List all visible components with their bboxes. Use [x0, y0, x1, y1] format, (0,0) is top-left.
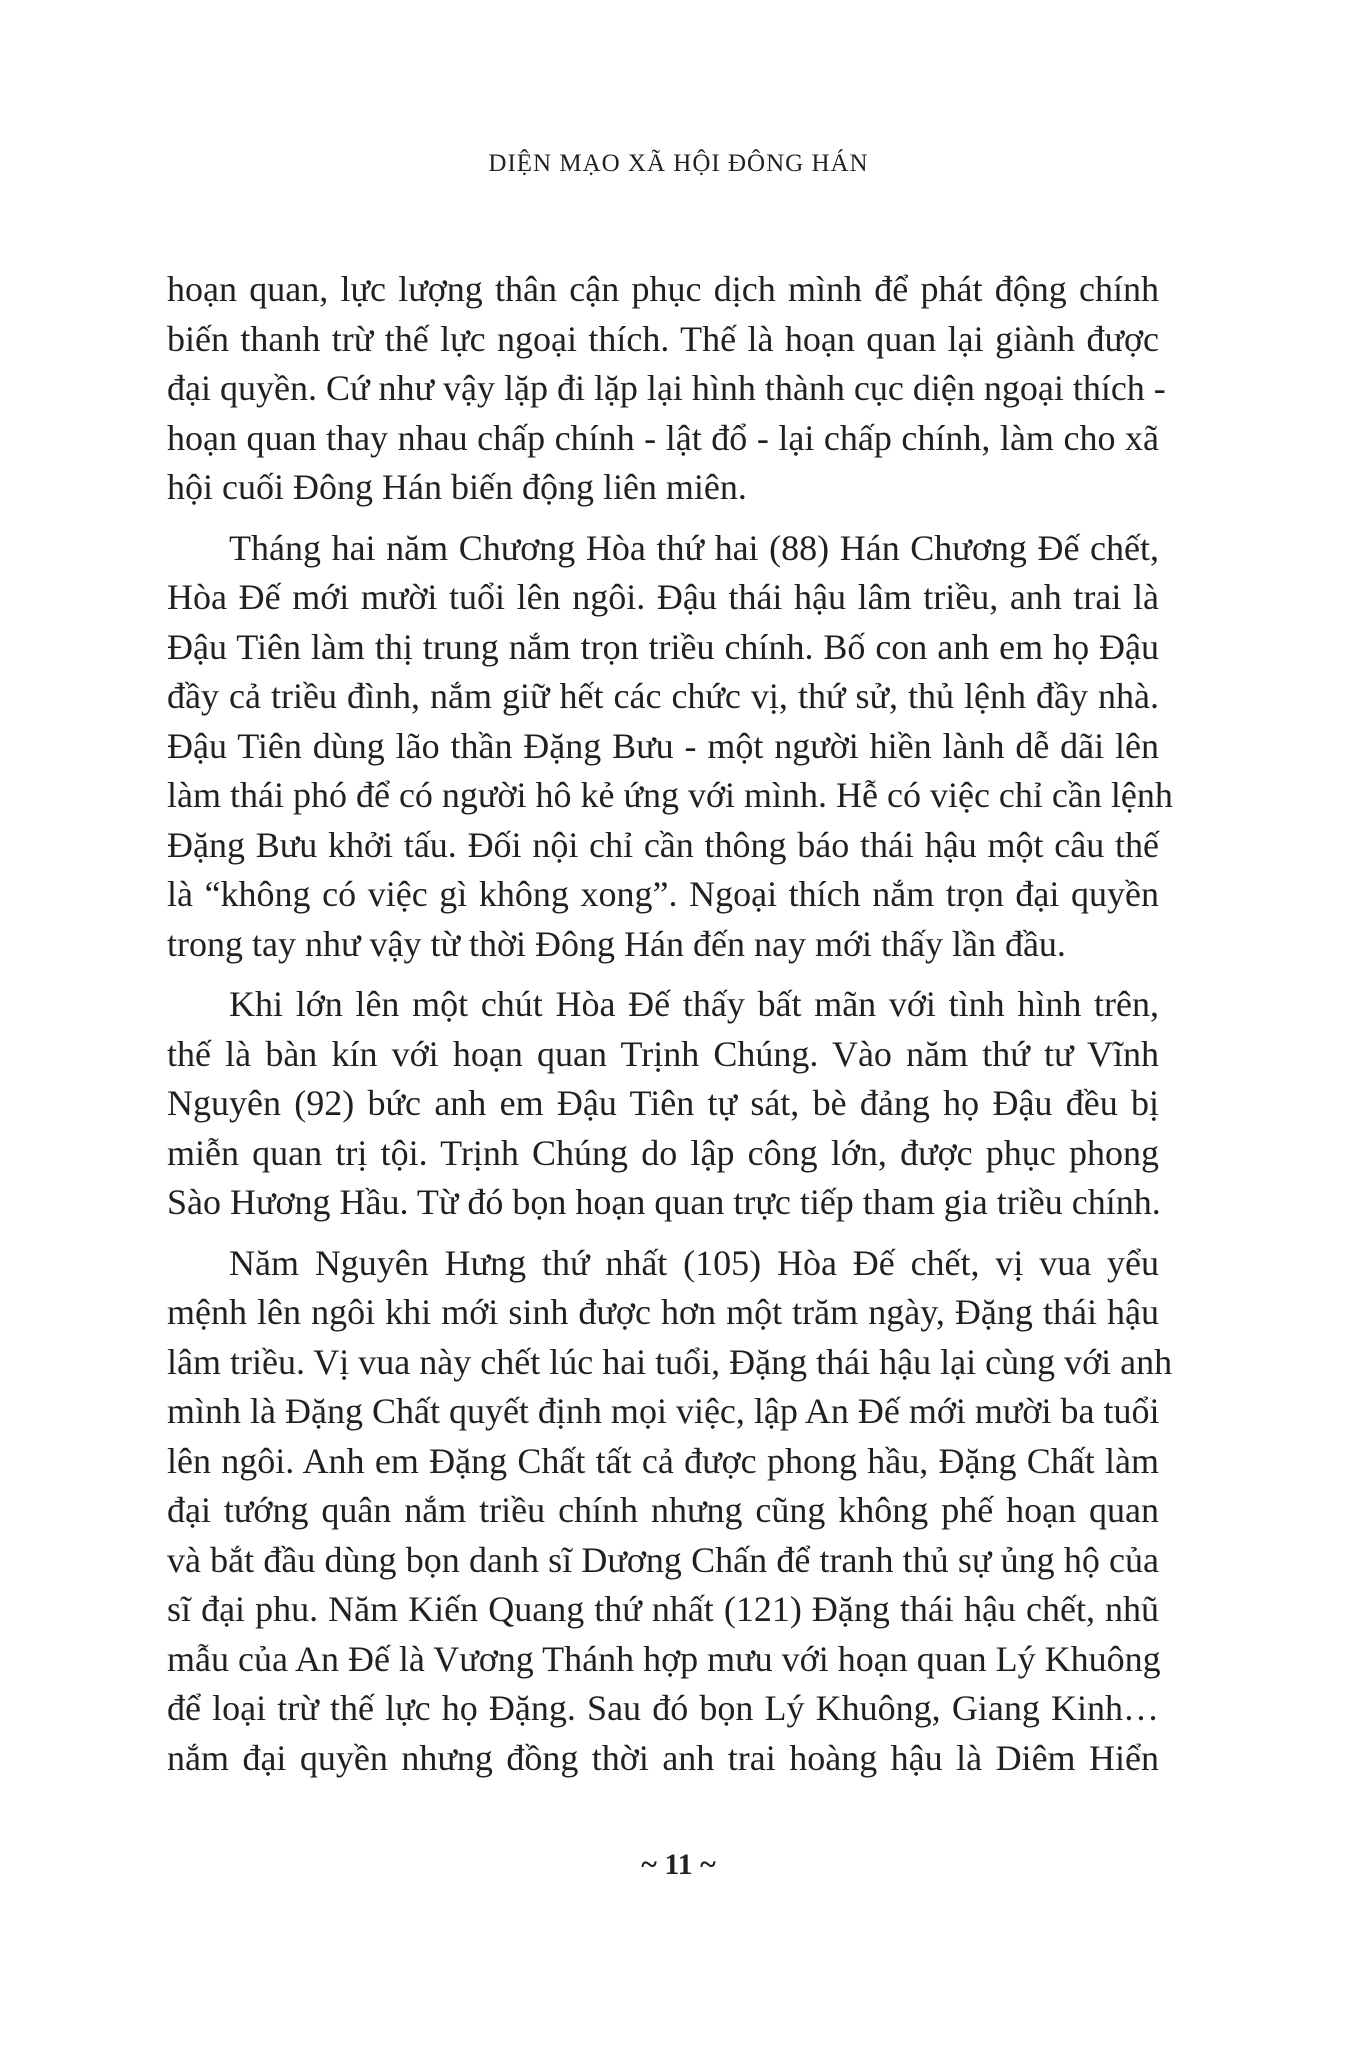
text-line: là “không có việc gì không xong”. Ngoại thích nắm trọn đại quyền [167, 874, 1159, 914]
text-line: Năm Nguyên Hưng thứ nhất (105) Hòa Đế chết, vị vua yểu [229, 1242, 1159, 1283]
text-line: và bắt đầu dùng bọn danh sĩ Dương Chấn để tranh thủ sự ủng hộ của [167, 1539, 1159, 1580]
text-line: Nguyên (92) bức anh em Đậu Tiên tự sát, bè đảng họ Đậu đều bị [167, 1083, 1159, 1123]
text-line: Khi lớn lên một chút Hòa Đế thấy bất mãn với tình hình trên, [229, 984, 1159, 1024]
running-header: DIỆN MẠO XÃ HỘI ĐÔNG HÁN [488, 150, 869, 177]
text-line: Sào Hương Hầu. Từ đó bọn hoạn quan trực tiếp tham gia triều chính. [167, 1182, 1161, 1222]
text-line: mẫu của An Đế là Vương Thánh hợp mưu với hoạn quan Lý Khuông [167, 1638, 1161, 1679]
text-line: làm thái phó để có người hô kẻ ứng với mình. Hễ có việc chỉ cần lệnh [167, 775, 1173, 815]
text-line: lâm triều. Vị vua này chết lúc hai tuổi, Đặng thái hậu lại cùng với anh [167, 1341, 1173, 1382]
text-line: Đậu Tiên dùng lão thần Đặng Bưu - một người hiền lành dễ dãi lên [167, 725, 1159, 766]
text-line: hoạn quan, lực lượng thân cận phục dịch mình để phát động chính [167, 269, 1159, 309]
paragraph [167, 524, 1173, 970]
paragraph [167, 1239, 1173, 1784]
text-line: hội cuối Đông Hán biến động liên miên. [167, 467, 747, 507]
text-line: Hòa Đế mới mười tuổi lên ngôi. Đậu thái hậu lâm triều, anh trai là [167, 577, 1159, 617]
text-line: mình là Đặng Chất quyết định mọi việc, lập An Đế mới mười ba tuổi [167, 1391, 1160, 1431]
text-line: để loại trừ thế lực họ Đặng. Sau đó bọn Lý Khuông, Giang Kinh… [167, 1688, 1159, 1728]
text-line: đại quyền. Cứ như vậy lặp đi lặp lại hình thành cục diện ngoại thích - [167, 368, 1166, 408]
text-line: Đặng Bưu khởi tấu. Đối nội chỉ cần thông báo thái hậu một câu thế [167, 824, 1159, 865]
text-line: đầy cả triều đình, nắm giữ hết các chức vị, thứ sử, thủ lệnh đầy nhà. [167, 676, 1159, 716]
body-text [167, 265, 1173, 1794]
text-line: biến thanh trừ thế lực ngoại thích. Thế là hoạn quan lại giành được [167, 318, 1159, 359]
page-number: ~ 11 ~ [641, 1848, 716, 1881]
paragraph [167, 265, 1166, 513]
text-line: sĩ đại phu. Năm Kiến Quang thứ nhất (121) Đặng thái hậu chết, nhũ [167, 1589, 1159, 1629]
text-line: Đậu Tiên làm thị trung nắm trọn triều chính. Bố con anh em họ Đậu [167, 626, 1159, 667]
text-line: lên ngôi. Anh em Đặng Chất tất cả được phong hầu, Đặng Chất làm [167, 1440, 1159, 1481]
paragraph [167, 980, 1159, 1228]
text-line: Tháng hai năm Chương Hòa thứ hai (88) Hán Chương Đế chết, [229, 527, 1159, 568]
text-line: nắm đại quyền nhưng đồng thời anh trai hoàng hậu là Diêm Hiển [167, 1737, 1159, 1778]
text-line: thế là bàn kín với hoạn quan Trịnh Chúng. Vào năm thứ tư Vĩnh [167, 1033, 1159, 1074]
text-line: miễn quan trị tội. Trịnh Chúng do lập công lớn, được phục phong [167, 1132, 1159, 1173]
text-line: trong tay như vậy từ thời Đông Hán đến nay mới thấy lần đầu. [167, 923, 1066, 964]
text-line: hoạn quan thay nhau chấp chính - lật đổ - lại chấp chính, làm cho xã [167, 417, 1159, 458]
text-line: mệnh lên ngôi khi mới sinh được hơn một trăm ngày, Đặng thái hậu [167, 1292, 1159, 1332]
text-line: đại tướng quân nắm triều chính nhưng cũng không phế hoạn quan [167, 1490, 1159, 1530]
